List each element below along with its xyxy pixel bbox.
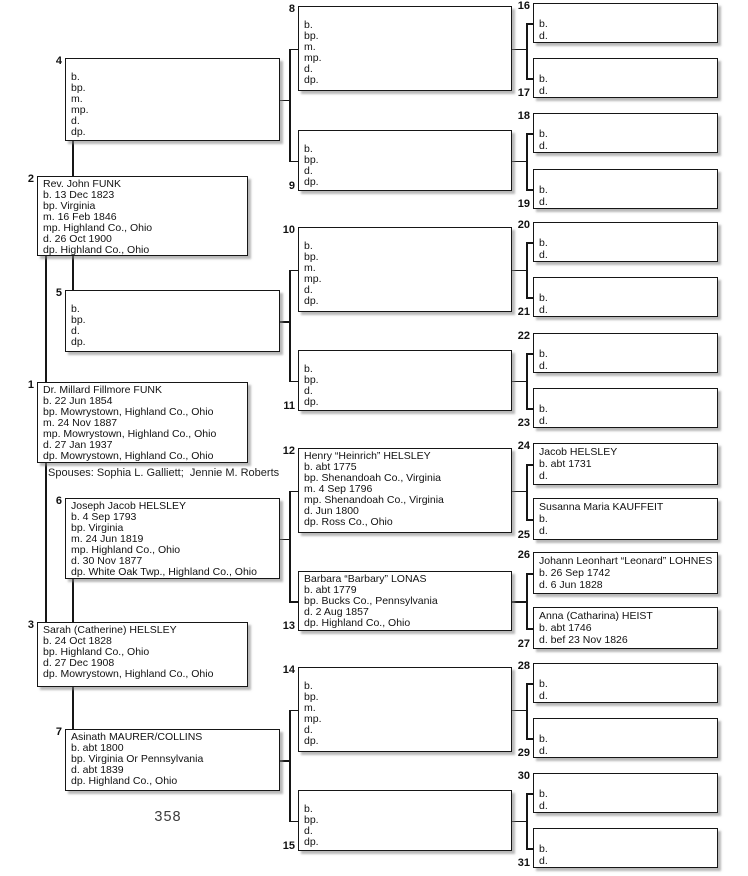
person-box-31	[533, 828, 718, 868]
person-name: Dr. Millard Fillmore FUNK	[43, 384, 163, 396]
person-field: bp. Virginia	[43, 200, 96, 212]
person-box-17	[533, 58, 718, 98]
person-box-27	[533, 607, 718, 649]
person-field: d. 27 Dec 1908	[43, 657, 115, 669]
person-field: d. Jun 1800	[304, 505, 359, 517]
person-field: dp.	[304, 74, 319, 86]
person-name	[539, 391, 715, 403]
person-field: dp. Mowrystown, Highland Co., Ohio	[43, 450, 214, 462]
father-stub-line	[526, 242, 533, 244]
person-name	[539, 116, 715, 128]
person-name: Henry “Heinrich” HELSLEY	[304, 450, 431, 462]
mother-stub-line	[289, 601, 298, 603]
person-field: bp.	[304, 30, 319, 42]
father-stub-line	[526, 133, 533, 135]
person-field: b.	[71, 71, 80, 83]
person-name	[71, 61, 277, 72]
person-field: b.	[539, 184, 548, 196]
person-field: b. 26 Sep 1742	[539, 567, 611, 579]
person-field: mp. Highland Co., Ohio	[43, 222, 153, 234]
person-number: 8	[288, 3, 295, 15]
person-field: b.	[71, 303, 80, 315]
person-field: m.	[71, 93, 83, 105]
person-field: b.	[539, 733, 548, 745]
person-name	[304, 793, 509, 804]
person-number: 6	[55, 495, 62, 507]
person-field: b.	[304, 363, 313, 375]
person-name	[539, 172, 715, 184]
person-field: b.	[539, 292, 548, 304]
person-number: 5	[55, 287, 62, 299]
person-field: b. abt 1800	[71, 742, 124, 754]
person-box-14	[298, 667, 512, 752]
person-field: dp. Ross Co., Ohio	[304, 516, 393, 528]
person-field: b.	[304, 803, 313, 815]
person-field: dp. White Oak Twp., Highland Co., Ohio	[71, 566, 257, 578]
person-field: m. 24 Jun 1819	[71, 533, 144, 545]
person-field: d.	[304, 724, 313, 736]
person-field: d.	[539, 800, 548, 812]
person-field: b. abt 1731	[539, 458, 592, 470]
person-number: 28	[517, 660, 530, 672]
person-name	[304, 670, 509, 681]
person-number: 22	[517, 330, 530, 342]
person-field: b.	[539, 513, 548, 525]
person-field: bp. Highland Co., Ohio	[43, 646, 150, 658]
person-field: dp. Highland Co., Ohio	[43, 244, 150, 256]
person-box-11	[298, 350, 512, 411]
person-field: dp. Mowrystown, Highland Co., Ohio	[43, 668, 214, 680]
person-field: mp.	[71, 104, 89, 116]
person-field: mp.	[304, 713, 322, 725]
person-field: mp.	[304, 52, 322, 64]
person-field: d.	[539, 745, 548, 757]
person-field: bp.	[304, 251, 319, 263]
pair-bracket-line	[526, 683, 528, 740]
person-field: b. 13 Dec 1823	[43, 189, 115, 201]
person-field: b.	[539, 73, 548, 85]
person-field: b.	[539, 18, 548, 30]
person-field: bp.	[304, 154, 319, 166]
person-field: bp. Virginia Or Pennsylvania	[71, 753, 204, 765]
person-number: 3	[27, 619, 34, 631]
father-stub-line	[526, 353, 533, 355]
person-box-10	[298, 227, 512, 312]
person-name	[304, 353, 509, 364]
person-field: d.	[304, 165, 313, 177]
person-field: d. 27 Jan 1937	[43, 439, 113, 451]
person-field: m. 16 Feb 1846	[43, 211, 117, 223]
person-field: b.	[304, 680, 313, 692]
father-stub-line	[289, 710, 298, 712]
person-field: dp.	[71, 126, 86, 138]
person-field: m. 24 Nov 1887	[43, 417, 118, 429]
person-box-2	[37, 176, 248, 256]
father-stub-line	[526, 573, 533, 575]
mother-stub-line	[526, 189, 533, 191]
person-name: Jacob HELSLEY	[539, 446, 618, 458]
person-field: mp.	[304, 273, 322, 285]
person-field: bp. Bucks Co., Pennsylvania	[304, 595, 438, 607]
person-number: 11	[283, 400, 295, 412]
person-number: 10	[282, 224, 295, 236]
person-field: mp. Highland Co., Ohio	[71, 544, 181, 556]
person-number: 12	[282, 445, 295, 457]
person-name: Joseph Jacob HELSLEY	[71, 500, 186, 512]
person-field: d.	[71, 115, 80, 127]
mother-stub-line	[526, 78, 533, 80]
person-box-8	[298, 6, 512, 91]
pair-bracket-line	[289, 710, 291, 823]
person-field: b.	[539, 348, 548, 360]
person-field: d. 2 Aug 1857	[304, 606, 369, 618]
person-number: 26	[517, 549, 530, 561]
person-field: dp.	[71, 336, 86, 348]
person-box-13	[298, 571, 512, 631]
pair-bracket-line	[289, 491, 291, 603]
person-field: d.	[539, 196, 548, 208]
person-number: 2	[27, 173, 34, 185]
person-field: d.	[539, 85, 548, 97]
person-field: m. 4 Sep 1796	[304, 483, 373, 495]
person-field: b.	[539, 403, 548, 415]
person-name: Barbara “Barbary” LONAS	[304, 573, 427, 585]
person-number: 1	[27, 379, 34, 391]
person-box-5	[65, 290, 280, 352]
person-field: dp.	[304, 176, 319, 188]
person-field: b.	[304, 19, 313, 31]
person-field: b.	[304, 240, 313, 252]
person-number: 4	[55, 55, 62, 67]
person-number: 29	[517, 747, 530, 759]
child-connector-line	[512, 381, 528, 383]
person-name: Asinath MAURER/COLLINS	[71, 731, 203, 743]
person-name: Anna (Catharina) HEIST	[539, 610, 653, 622]
person-field: d.	[539, 690, 548, 702]
person-number: 23	[517, 417, 530, 429]
person-field: b.	[539, 678, 548, 690]
mother-stub-line	[526, 519, 533, 521]
person-name	[304, 133, 509, 144]
person-box-20	[533, 222, 718, 262]
person-number: 20	[517, 219, 530, 231]
person-box-12	[298, 448, 512, 533]
person-name	[71, 293, 277, 304]
person-field: b.	[539, 788, 548, 800]
mother-stub-line	[526, 738, 533, 740]
person-field: dp.	[304, 836, 319, 848]
person-name	[539, 225, 715, 237]
person-box-23	[533, 388, 718, 428]
father-stub-line	[526, 793, 533, 795]
person-field: d. 30 Nov 1877	[71, 555, 143, 567]
person-field: bp.	[71, 314, 86, 326]
person-number: 25	[517, 529, 530, 541]
person-field: bp.	[304, 814, 319, 826]
person-field: d.	[71, 325, 80, 337]
person-name	[539, 61, 715, 73]
pair-bracket-line	[526, 23, 528, 80]
person-name: Sarah (Catherine) HELSLEY	[43, 624, 177, 636]
mother-stub-line	[526, 848, 533, 850]
person-field: b. 24 Oct 1828	[43, 635, 112, 647]
child-connector-line	[512, 710, 528, 712]
person-field: d. 6 Jun 1828	[539, 579, 603, 591]
person-name	[539, 776, 715, 788]
child-connector-line	[512, 270, 528, 272]
person-field: mp. Mowrystown, Highland Co., Ohio	[43, 428, 217, 440]
person-number: 21	[517, 306, 530, 318]
father-stub-line	[526, 23, 533, 25]
person-field: mp. Shenandoah Co., Virginia	[304, 494, 444, 506]
father-stub-line	[526, 464, 533, 466]
person-field: d.	[539, 415, 548, 427]
person-name	[539, 721, 715, 733]
person-name	[304, 230, 509, 241]
person-field: d.	[539, 360, 548, 372]
person-box-19	[533, 169, 718, 209]
person-box-24	[533, 443, 718, 485]
spouses-note: Spouses: Sophia L. Galliett; Jennie M. Roberts	[48, 467, 280, 479]
person-field: m.	[304, 262, 316, 274]
person-field: b. abt 1779	[304, 584, 357, 596]
person-field: b.	[539, 128, 548, 140]
person-field: d.	[539, 140, 548, 152]
child-connector-line	[280, 760, 291, 762]
person-field: m.	[304, 702, 316, 714]
father-stub-line	[289, 270, 298, 272]
person-field: b.	[304, 143, 313, 155]
father-stub-line	[526, 683, 533, 685]
child-connector-line	[280, 100, 291, 102]
father-stub-line	[289, 49, 298, 51]
person-box-1	[37, 382, 248, 463]
person-box-29	[533, 718, 718, 758]
person-box-16	[533, 3, 718, 43]
person-number: 24	[517, 440, 530, 452]
mother-stub-line	[289, 821, 298, 823]
child-connector-line	[512, 491, 528, 493]
person-number: 16	[517, 0, 530, 12]
person-field: d.	[539, 304, 548, 316]
person-field: b.	[539, 843, 548, 855]
person-field: b.	[539, 237, 548, 249]
person-number: 7	[55, 726, 62, 738]
pair-bracket-line	[289, 270, 291, 383]
person-number: 18	[517, 110, 530, 122]
person-field: dp. Highland Co., Ohio	[71, 775, 178, 787]
person-field: bp. Shenandoah Co., Virginia	[304, 472, 441, 484]
person-name	[539, 336, 715, 348]
person-box-25	[533, 498, 718, 540]
person-name: Johann Leonhart “Leonard” LOHNES	[539, 555, 713, 567]
person-box-22	[533, 333, 718, 373]
person-box-18	[533, 113, 718, 153]
person-name	[539, 280, 715, 292]
person-field: d.	[539, 525, 548, 537]
mother-stub-line	[526, 408, 533, 410]
page-number: 358	[154, 809, 182, 825]
person-number: 31	[517, 857, 530, 869]
pair-bracket-line	[526, 464, 528, 521]
mother-stub-line	[289, 161, 298, 163]
person-number: 15	[282, 840, 295, 852]
person-number: 30	[517, 770, 530, 782]
person-field: d.	[539, 855, 548, 867]
person-box-21	[533, 277, 718, 317]
child-connector-line	[512, 601, 528, 603]
person-box-26	[533, 552, 718, 594]
person-box-15	[298, 790, 512, 851]
person-field: d.	[539, 470, 548, 482]
person-field: d. bef 23 Nov 1826	[539, 634, 628, 646]
person-name	[539, 831, 715, 843]
person-box-3	[37, 622, 248, 687]
person-field: b. 4 Sep 1793	[71, 511, 137, 523]
person-field: d. abt 1839	[71, 764, 124, 776]
person-field: bp. Mowrystown, Highland Co., Ohio	[43, 406, 214, 418]
person-box-4	[65, 58, 280, 141]
child-connector-line	[512, 161, 528, 163]
person-name: Susanna Maria KAUFFEIT	[539, 501, 664, 513]
person-box-28	[533, 663, 718, 703]
person-number: 13	[282, 620, 295, 632]
person-name	[539, 6, 715, 18]
person-field: d.	[304, 825, 313, 837]
person-field: bp.	[71, 82, 86, 94]
person-number: 9	[288, 180, 295, 192]
person-field: dp.	[304, 735, 319, 747]
person-box-7	[65, 729, 280, 791]
person-field: dp. Highland Co., Ohio	[304, 617, 411, 629]
person-number: 17	[517, 87, 530, 99]
mother-stub-line	[289, 381, 298, 383]
person-field: bp.	[304, 374, 319, 386]
person-field: b. 22 Jun 1854	[43, 395, 113, 407]
person-field: bp. Virginia	[71, 522, 124, 534]
person-name	[304, 9, 509, 20]
person-field: bp.	[304, 691, 319, 703]
father-stub-line	[289, 491, 298, 493]
person-box-6	[65, 498, 280, 579]
pair-bracket-line	[289, 49, 291, 163]
child-connector-line	[512, 821, 528, 823]
person-field: dp.	[304, 396, 319, 408]
child-connector-line	[280, 321, 291, 323]
person-field: d.	[304, 63, 313, 75]
person-number: 14	[282, 664, 295, 676]
mother-stub-line	[526, 297, 533, 299]
person-field: d.	[304, 284, 313, 296]
person-field: d.	[539, 30, 548, 42]
person-field: d. 26 Oct 1900	[43, 233, 112, 245]
person-field: dp.	[304, 295, 319, 307]
person-field: m.	[304, 41, 316, 53]
person-field: d.	[539, 249, 548, 261]
person-box-9	[298, 130, 512, 191]
child-connector-line	[512, 49, 528, 51]
person-number: 19	[517, 198, 530, 210]
person-field: b. abt 1746	[539, 622, 592, 634]
person-name: Rev. John FUNK	[43, 178, 121, 190]
person-box-30	[533, 773, 718, 813]
person-name	[539, 666, 715, 678]
person-number: 27	[517, 638, 530, 650]
person-field: d.	[304, 385, 313, 397]
mother-stub-line	[526, 628, 533, 630]
person-field: b. abt 1775	[304, 461, 357, 473]
child-connector-line	[280, 539, 291, 541]
